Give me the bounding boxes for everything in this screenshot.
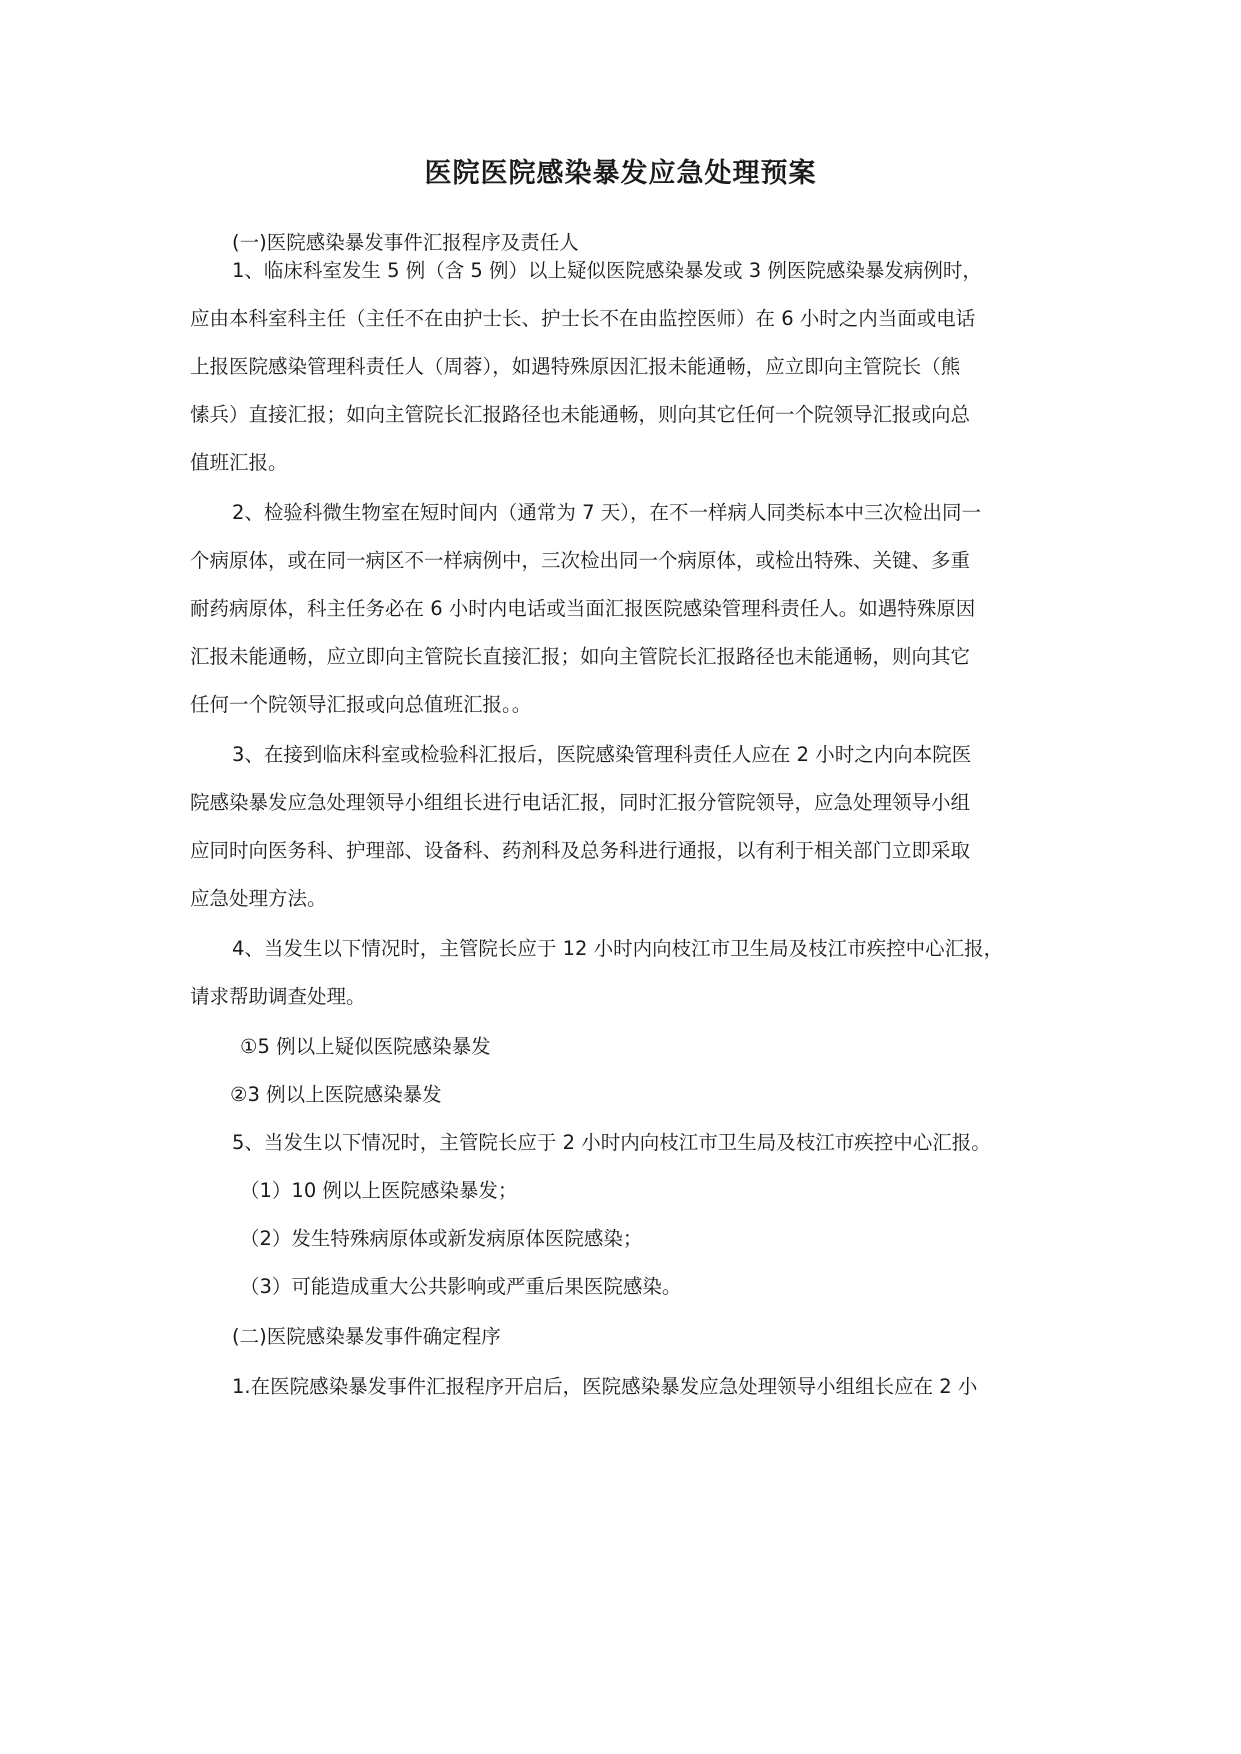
paragraph-line: 上报医院感染管理科责任人（周蓉），如遇特殊原因汇报未能通畅，应立即向主管院长（熊 (190, 355, 961, 378)
paragraph-line: 个病原体，或在同一病区不一样病例中，三次检出同一个病原体，或检出特殊、关键、多重 (190, 549, 971, 572)
paragraph-line: 愫兵）直接汇报；如向主管院长汇报路径也未能通畅，则向其它任何一个院领导汇报或向总 (190, 403, 971, 426)
paragraph-line: 汇报未能通畅，应立即向主管院长直接汇报；如向主管院长汇报路径也未能通畅，则向其它 (190, 645, 971, 668)
list-item: （3）可能造成重大公共影响或严重后果医院感染。 (240, 1275, 682, 1298)
paragraph-line: 1.在医院感染暴发事件汇报程序开启后，医院感染暴发应急处理领导小组组长应在 2 小 (232, 1375, 978, 1398)
paragraph-line: 5、当发生以下情况时，主管院长应于 2 小时内向枝江市卫生局及枝江市疾控中心汇报。 (232, 1131, 991, 1154)
paragraph-line: 应急处理方法。 (190, 887, 327, 910)
paragraph-line: 4、当发生以下情况时，主管院长应于 12 小时内向枝江市卫生局及枝江市疾控中心汇报， (232, 937, 1004, 960)
paragraph-line: 耐药病原体，科主任务必在 6 小时内电话或当面汇报医院感染管理科责任人。如遇特殊原因 (190, 597, 976, 620)
section-heading-1: (一)医院感染暴发事件汇报程序及责任人 (232, 231, 579, 254)
document-title: 医院医院感染暴发应急处理预案 (424, 158, 817, 189)
paragraph-line: 应由本科室科主任（主任不在由护士长、护士长不在由监控医师）在 6 小时之内当面或电话 (190, 307, 976, 330)
list-item: ①5 例以上疑似医院感染暴发 (240, 1035, 491, 1058)
paragraph-line: 2、检验科微生物室在短时间内（通常为 7 天），在不一样病人同类标本中三次检出同一 (232, 501, 981, 524)
list-item: （1）10 例以上医院感染暴发； (240, 1179, 518, 1202)
section-heading-2: (二)医院感染暴发事件确定程序 (232, 1325, 501, 1348)
paragraph-line: 任何一个院领导汇报或向总值班汇报。。 (190, 693, 532, 716)
paragraph-line: 值班汇报。 (190, 451, 288, 474)
paragraph-line: 请求帮助调查处理。 (190, 985, 366, 1008)
paragraph-line: 1、临床科室发生 5 例（含 5 例）以上疑似医院感染暴发或 3 例医院感染暴发病例时， (232, 259, 982, 282)
list-item: （2）发生特殊病原体或新发病原体医院感染； (240, 1227, 643, 1250)
paragraph-line: 院感染暴发应急处理领导小组组长进行电话汇报，同时汇报分管院领导，应急处理领导小组 (190, 791, 971, 814)
paragraph-line: 应同时向医务科、护理部、设备科、药剂科及总务科进行通报，以有利于相关部门立即采取 (190, 839, 971, 862)
paragraph-line: 3、在接到临床科室或检验科汇报后，医院感染管理科责任人应在 2 小时之内向本院医 (232, 743, 972, 766)
list-item: ②3 例以上医院感染暴发 (230, 1083, 442, 1106)
